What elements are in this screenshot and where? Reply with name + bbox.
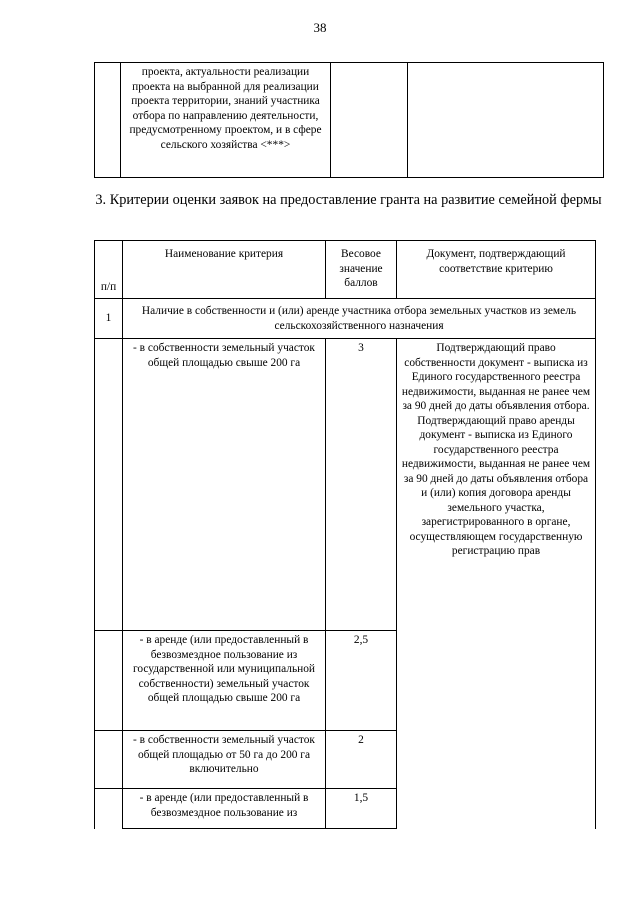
header-name: Наименование критерия — [123, 241, 326, 299]
header-num: п/п — [95, 241, 123, 299]
criterion-weight: 3 — [326, 339, 397, 631]
header-weight: Весовое значение баллов — [326, 241, 397, 299]
section-heading: 3. Критерии оценки заявок на предоставление гранта на развитие семейной фермы — [95, 192, 602, 208]
num-cell — [95, 339, 123, 631]
group-number: 1 — [95, 299, 123, 339]
num-cell — [95, 731, 123, 789]
num-cell — [95, 789, 123, 829]
criterion-weight: 1,5 — [326, 789, 397, 829]
group-title: Наличие в собственности и (или) аренде участника отбора земельных участков из земель сельскохозяйственного назначения — [123, 299, 596, 339]
document-description: Подтверждающий право собственности документ - выписка из Единого государственного реестра недвижимости, выданная не ранее чем за 90 дней до даты объявления отбора. Подтверждающий право аренды документ - выписка из Единого государственного реестра недвижимости, выданная не ранее чем за 90 дней до даты объявления отбора и (или) копия договора аренды земельного участка, зарегистрированного в органе, осуществляющем государственную регистрацию прав — [397, 339, 596, 829]
num-cell — [95, 63, 121, 178]
criterion-name: - в собственности земельный участок общей площадью от 50 га до 200 га включительно — [123, 731, 326, 789]
criteria-table — [94, 240, 596, 829]
document-cell — [408, 63, 604, 178]
table-row — [95, 63, 604, 178]
criterion-name: - в аренде (или предоставленный в безвозмездное пользование из государственной или муниципальной собственности) земельный участок общей площадью свыше 200 га — [123, 631, 326, 731]
table-row — [95, 339, 596, 631]
num-cell — [95, 631, 123, 731]
header-row — [95, 241, 596, 299]
criterion-weight: 2 — [326, 731, 397, 789]
criterion-name: - в аренде (или предоставленный в безвозмездное пользование из — [123, 789, 326, 829]
page-number: 38 — [313, 20, 327, 35]
group-row — [95, 299, 596, 339]
criterion-text: проекта, актуальности реализации проекта на выбранной для реализации проекта территории, знаний участника отбора по направлению деятельности, предусмотренному проектом, и в сфере сельского хозяйства <***> — [121, 63, 331, 178]
continued-criteria-table — [94, 62, 604, 178]
criterion-weight: 2,5 — [326, 631, 397, 731]
criterion-name: - в собственности земельный участок общей площадью свыше 200 га — [123, 339, 326, 631]
weight-cell — [331, 63, 408, 178]
header-document: Документ, подтверждающий соответствие критерию — [397, 241, 596, 299]
